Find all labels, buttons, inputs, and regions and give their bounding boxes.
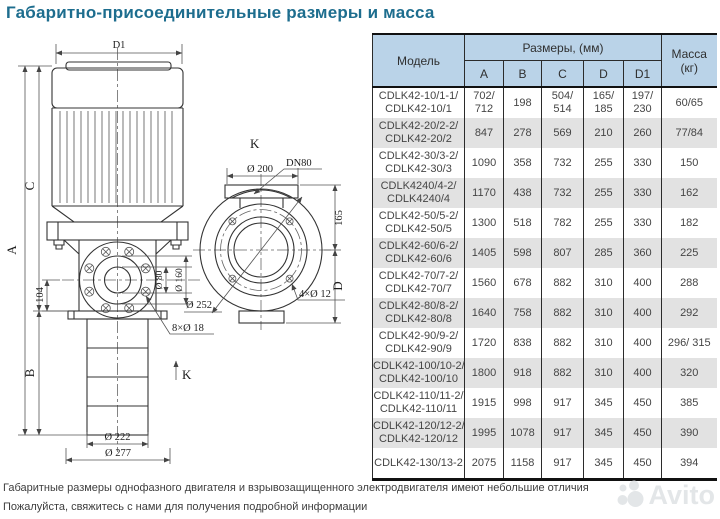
model-cell: CDLK42-70/7-2/ CDLK42-70/7 [373,268,465,298]
dim-label-dia200: Ø 200 [247,164,273,175]
d1-cell: 197/ 230 [624,87,662,118]
d-cell: 255 [584,178,624,208]
dim-label-c: C [22,181,37,191]
dim-label-dia277: Ø 277 [105,448,131,459]
avito-watermark [616,479,716,511]
top-view-k [184,136,345,330]
d1-cell: 450 [624,388,662,418]
mass-cell: 150 [662,148,717,178]
d-cell: 310 [584,328,624,358]
footer-note-line2: Пожалуйста, свяжитесь с нами для получения подробной информации [3,501,368,513]
c-cell: 882 [542,268,584,298]
footer-note-line1: Габаритные размеры однофазного двигателя и взрывозащищенного электродвигателя имеют небольшие отличия [3,482,589,494]
table-row [373,87,717,118]
mass-cell: 162 [662,178,717,208]
d1-cell: 450 [624,418,662,448]
table-row [373,388,717,418]
dimensions-table [372,33,717,481]
motor-fins [60,111,172,203]
b-cell: 358 [504,148,542,178]
dim-label-a: A [4,245,19,255]
front-view [4,40,214,464]
d-cell: 310 [584,358,624,388]
b-cell: 1158 [504,448,542,480]
table-row [373,298,717,328]
table-row [373,328,717,358]
table-row [373,178,717,208]
c-cell: 732 [542,148,584,178]
d-cell: 345 [584,448,624,480]
mass-header-line1: Масса [671,46,707,61]
dim-label-dn80: DN80 [286,158,312,169]
dim-label-dia160: Ø 160 [175,268,185,292]
table-row [373,148,717,178]
col-header-mass [662,34,717,87]
d-cell: 285 [584,238,624,268]
b-cell: 598 [504,238,542,268]
model-cell: CDLK42-110/11-2/ CDLK42-110/11 [373,388,465,418]
d1-cell: 330 [624,148,662,178]
a-cell: 1170 [465,178,504,208]
col-header-d1: D1 [624,61,662,88]
mass-header-line2: (кг) [680,60,699,75]
model-cell: CDLK42-30/3-2/ CDLK42-30/3 [373,148,465,178]
a-cell: 1915 [465,388,504,418]
table-row [373,448,717,480]
a-cell: 2075 [465,448,504,480]
d-cell: 345 [584,418,624,448]
view-k-title: K [250,136,260,151]
mass-cell: 182 [662,208,717,238]
d1-cell: 400 [624,298,662,328]
avito-watermark-text: Avito [648,479,715,510]
a-cell: 1405 [465,238,504,268]
model-cell: CDLK42-130/13-2 [373,448,465,480]
dim-label-8xd18: 8×Ø 18 [172,323,204,334]
page-title: Габаритно-присоединительные размеры и масса [6,3,435,22]
b-cell: 838 [504,328,542,358]
a-cell: 1640 [465,298,504,328]
model-cell: CDLK42-10/1-1/ CDLK42-10/1 [373,87,465,118]
b-cell: 1078 [504,418,542,448]
b-cell: 758 [504,298,542,328]
table-row [373,418,717,448]
dim-label-104: 104 [35,287,46,303]
d1-cell: 260 [624,118,662,148]
model-cell: CDLK42-80/8-2/ CDLK42-80/8 [373,298,465,328]
c-cell: 569 [542,118,584,148]
c-cell: 917 [542,448,584,480]
mass-cell: 385 [662,388,717,418]
model-cell: CDLK42-100/10-2/ CDLK42-100/10 [373,358,465,388]
dim-label-4xd12: 4×Ø 12 [299,289,331,300]
table-row [373,238,717,268]
c-cell: 882 [542,298,584,328]
col-header-model: Модель [373,34,465,87]
model-cell: CDLK42-60/6-2/ CDLK42-60/6 [373,238,465,268]
d1-cell: 360 [624,238,662,268]
c-cell: 882 [542,328,584,358]
b-cell: 918 [504,358,542,388]
table-row [373,118,717,148]
a-cell: 1995 [465,418,504,448]
c-cell: 504/ 514 [542,87,584,118]
a-cell: 1300 [465,208,504,238]
mass-cell: 296/ 315 [662,328,717,358]
mass-cell: 292 [662,298,717,328]
d-cell: 310 [584,298,624,328]
dim-label-d1: D1 [112,40,126,51]
c-cell: 782 [542,208,584,238]
b-cell: 198 [504,87,542,118]
mass-cell: 77/84 [662,118,717,148]
b-cell: 998 [504,388,542,418]
dim-label-dia80: Ø 80 [155,270,165,290]
model-cell: CDLK42-50/5-2/ CDLK42-50/5 [373,208,465,238]
d1-cell: 330 [624,208,662,238]
dim-label-dia252: Ø 252 [186,300,212,311]
d-cell: 165/ 185 [584,87,624,118]
col-header-b: B [504,61,542,88]
dim-label-165: 165 [334,210,345,226]
dim-label-d: D [330,281,345,291]
d-cell: 210 [584,118,624,148]
col-header-dimensions: Размеры, (мм) [465,34,662,61]
dim-label-dia222: Ø 222 [104,432,131,443]
c-cell: 917 [542,388,584,418]
b-cell: 518 [504,208,542,238]
avito-logo-icon [616,479,646,511]
a-cell: 1800 [465,358,504,388]
d1-cell: 400 [624,268,662,298]
col-header-a: A [465,61,504,88]
d-cell: 255 [584,208,624,238]
a-cell: 1720 [465,328,504,358]
a-cell: 1560 [465,268,504,298]
b-cell: 278 [504,118,542,148]
d1-cell: 400 [624,358,662,388]
c-cell: 732 [542,178,584,208]
pump-technical-drawing [0,28,372,480]
d-cell: 310 [584,268,624,298]
model-cell: CDLK42-90/9-2/ CDLK42-90/9 [373,328,465,358]
mass-cell: 390 [662,418,717,448]
dimensions-table-wrap [372,33,717,481]
d1-cell: 330 [624,178,662,208]
b-cell: 678 [504,268,542,298]
col-header-c: C [542,61,584,88]
d1-cell: 400 [624,328,662,358]
model-cell: CDLK4240/4-2/ CDLK4240/4 [373,178,465,208]
d1-cell: 450 [624,448,662,480]
d-cell: 255 [584,148,624,178]
b-cell: 438 [504,178,542,208]
c-cell: 882 [542,358,584,388]
c-cell: 807 [542,238,584,268]
view-arrow-k-label: K [182,367,192,382]
model-cell: CDLK42-20/2-2/ CDLK42-20/2 [373,118,465,148]
a-cell: 702/ 712 [465,87,504,118]
a-cell: 847 [465,118,504,148]
dim-label-b: B [22,368,37,378]
footer-notes [3,482,589,513]
mass-cell: 394 [662,448,717,480]
a-cell: 1090 [465,148,504,178]
model-cell: CDLK42-120/12-2/ CDLK42-120/12 [373,418,465,448]
table-row [373,358,717,388]
d-cell: 345 [584,388,624,418]
table-row [373,268,717,298]
c-cell: 917 [542,418,584,448]
mass-cell: 60/65 [662,87,717,118]
col-header-d: D [584,61,624,88]
mass-cell: 288 [662,268,717,298]
table-row [373,208,717,238]
mass-cell: 320 [662,358,717,388]
mass-cell: 225 [662,238,717,268]
